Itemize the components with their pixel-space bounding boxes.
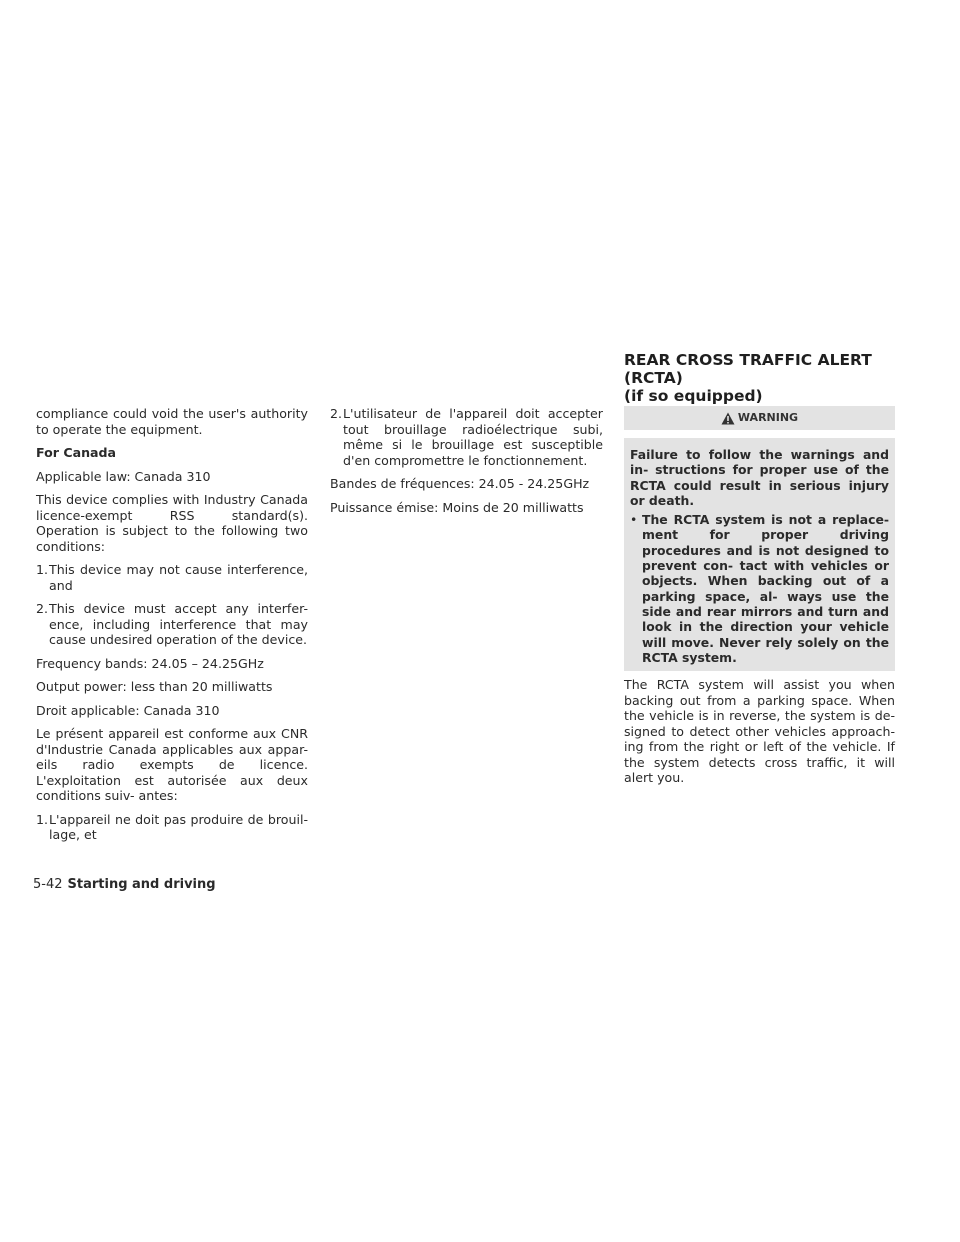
list-number: 2. — [36, 601, 49, 616]
paragraph: This device complies with Industry Canada licence-exempt RSS standard(s). Operation is subject to the following two conditions: — [36, 492, 308, 554]
paragraph: The RCTA system will assist you when backing out from a parking space. When the vehicle is in reverse, the system is de- signed to detect other vehicles approach- ing from the right or left of the vehicle. If the system detects cross traffic, it will alert you. — [624, 677, 895, 786]
paragraph: Applicable law: Canada 310 — [36, 468, 211, 484]
warning-bullet — [630, 512, 889, 665]
list-number: 2. — [330, 406, 343, 421]
paragraph: Puissance émise: Moins de 20 milliwatts — [330, 499, 584, 515]
page-number: 5-42 — [33, 877, 63, 892]
paragraph: Frequency bands: 24.05 – 24.25GHz — [36, 655, 264, 671]
warning-box — [624, 438, 895, 671]
warning-bullet-text: The RCTA system is not a replace- ment for proper driving procedures and is not designed to prevent con- tact with vehicles or objects. When backing out of a parking space, al- ways use the side and rear mirrors and turn and look in the direction your vehicle will move. Never rely solely on the RCTA system. — [642, 512, 889, 665]
list-item — [36, 562, 308, 593]
list-text: This device must accept any interfer- ence, including interference that may cause undesired operation of the device. — [49, 601, 308, 647]
list-item — [36, 812, 308, 843]
list-number: 1. — [36, 562, 49, 577]
column-right — [624, 406, 895, 794]
column-middle — [330, 406, 603, 523]
paragraph: Le présent appareil est conforme aux CNR d'Industrie Canada applicables aux appar- eils radio exempts de licence. L'exploitation est autorisée aux deux conditions suiv- antes: — [36, 726, 308, 803]
paragraph: compliance could void the user's authority to operate the equipment. — [36, 406, 308, 437]
section-title-line1: REAR CROSS TRAFFIC ALERT (RCTA) — [624, 351, 872, 387]
footer-section-title: Starting and driving — [67, 877, 216, 892]
list-text: L'appareil ne doit pas produire de brouil- lage, et — [49, 811, 308, 842]
bullet-mark: • — [630, 512, 638, 528]
list-text: This device may not cause interference, and — [49, 562, 308, 593]
column-left — [36, 406, 308, 851]
list-item — [36, 601, 308, 648]
warning-triangle-icon — [721, 412, 735, 425]
list-text: L'utilisateur de l'appareil doit accepter tout brouillage radioélectrique subi, même si le brouillage est susceptible d'en compromettre le fonctionnement. — [343, 406, 603, 468]
warning-intro: Failure to follow the warnings and in- structions for proper use of the RCTA could result in serious injury or death. — [630, 447, 889, 508]
section-title — [624, 351, 924, 405]
paragraph: Output power: less than 20 milliwatts — [36, 679, 273, 694]
page-footer — [33, 877, 216, 893]
warning-header — [624, 406, 895, 430]
list-number: 1. — [36, 811, 49, 827]
subheading-canada: For Canada — [36, 445, 117, 460]
warning-label: WARNING — [737, 411, 799, 425]
section-title-line2: (if so equipped) — [624, 387, 763, 405]
paragraph: Droit applicable: Canada 310 — [36, 702, 220, 718]
list-item — [330, 406, 603, 468]
paragraph: Bandes de fréquences: 24.05 - 24.25GHz — [330, 476, 590, 491]
